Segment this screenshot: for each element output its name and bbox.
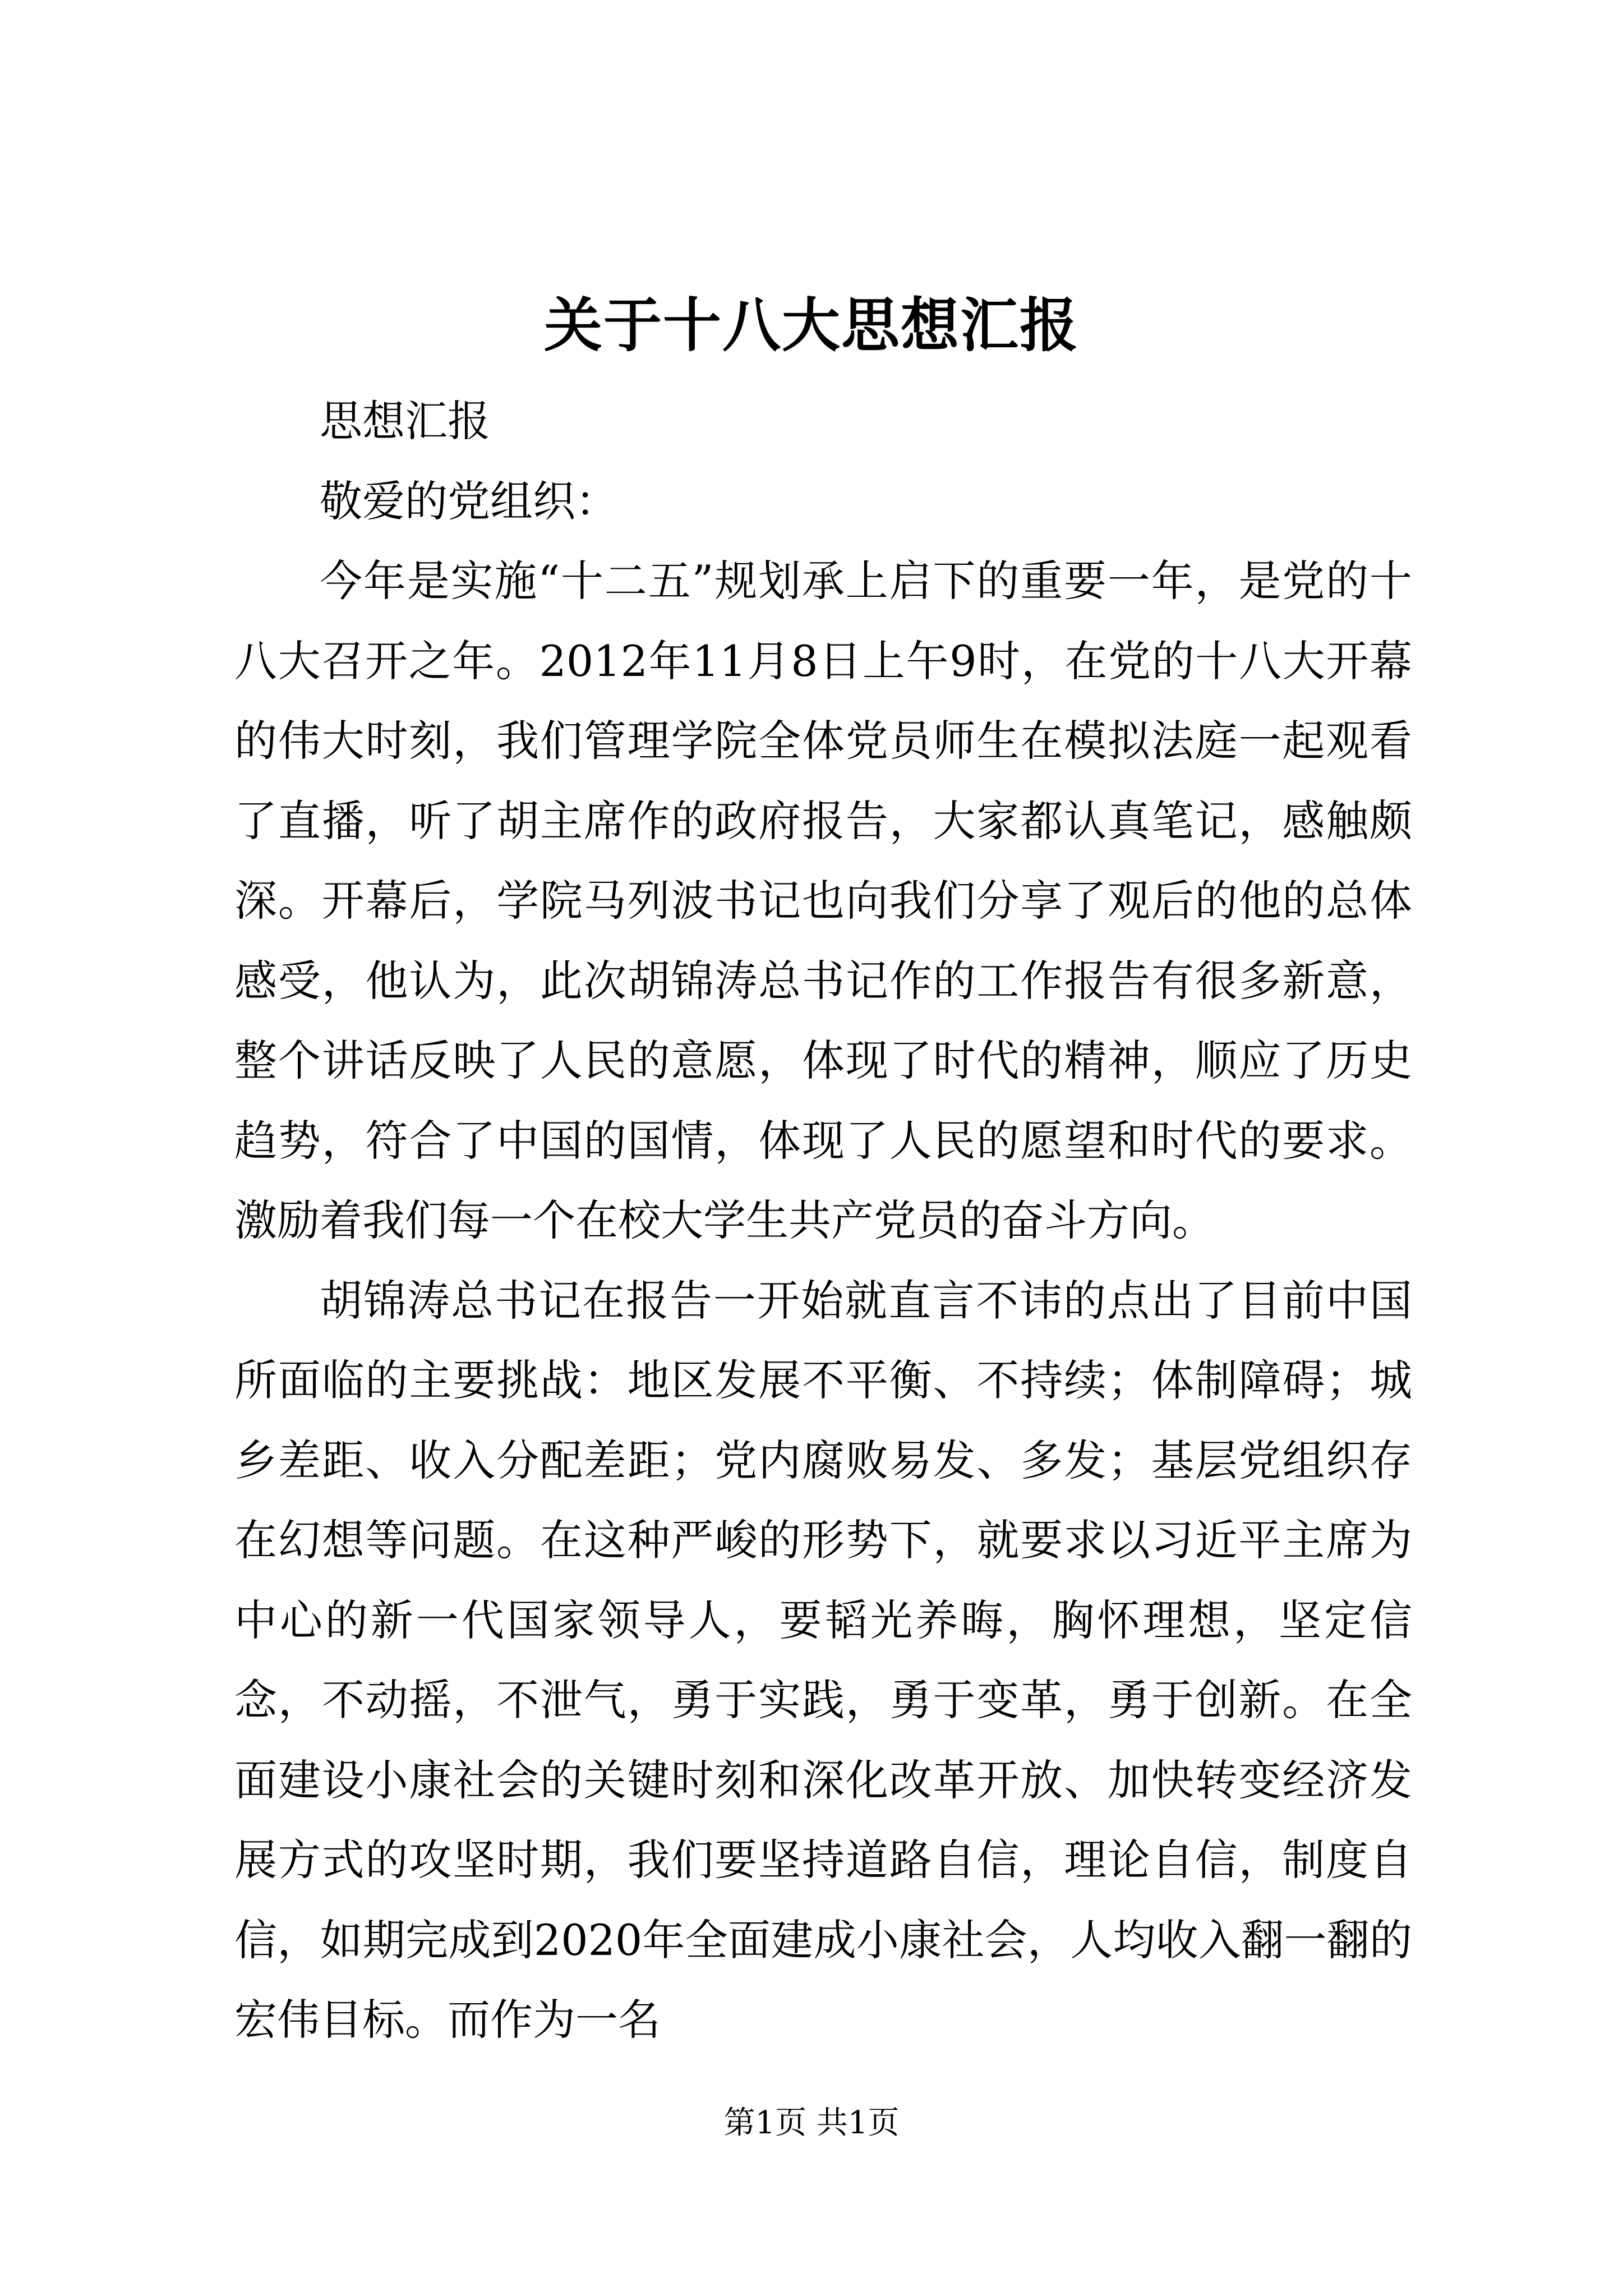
paragraph-salutation: 敬爱的党组织： [320, 476, 618, 526]
document-body [234, 381, 1412, 2060]
page-footer: 第1页 共1页 [723, 2105, 900, 2141]
paragraph-body-1: 今年是实施“十二五”规划承上启下的重要一年，是党的十八大召开之年。2012年11月8日上午9时，在党的十八大开幕的伟大时刻，我们管理学院全体党员师生在模拟法庭一起观看了直播，听了胡主席作的政府报告，大家都认真笔记，感触颇深。开幕后，学院马列波书记也向我们分享了观后的他的总体感受，他认为，此次胡锦涛总书记作的工作报告有很多新意，整个讲话反映了人民的意愿，体现了时代的精神，顺应了历史趋势，符合了中国的国情，体现了人民的愿望和时代的要求。激励着我们每一个在校大学生共产党员的奋斗方向。 [234, 556, 1412, 1245]
paragraph-heading: 思想汇报 [320, 396, 490, 446]
paragraph-body-2: 胡锦涛总书记在报告一开始就直言不讳的点出了目前中国所面临的主要挑战：地区发展不平衡、不持续；体制障碍；城乡差距、收入分配差距；党内腐败易发、多发；基层党组织存在幻想等问题。在这种严峻的形势下，就要求以习近平主席为中心的新一代国家领导人，要韬光养晦，胸怀理想，坚定信念，不动摇，不泄气，勇于实践，勇于变革，勇于创新。在全面建设小康社会的关键时刻和深化改革开放、加快转变经济发展方式的攻坚时期，我们要坚持道路自信，理论自信，制度自信，如期完成到2020年全面建成小康社会，人均收入翻一翻的宏伟目标。而作为一名 [234, 1275, 1412, 2045]
document-title: 关于十八大思想汇报 [543, 291, 1079, 360]
